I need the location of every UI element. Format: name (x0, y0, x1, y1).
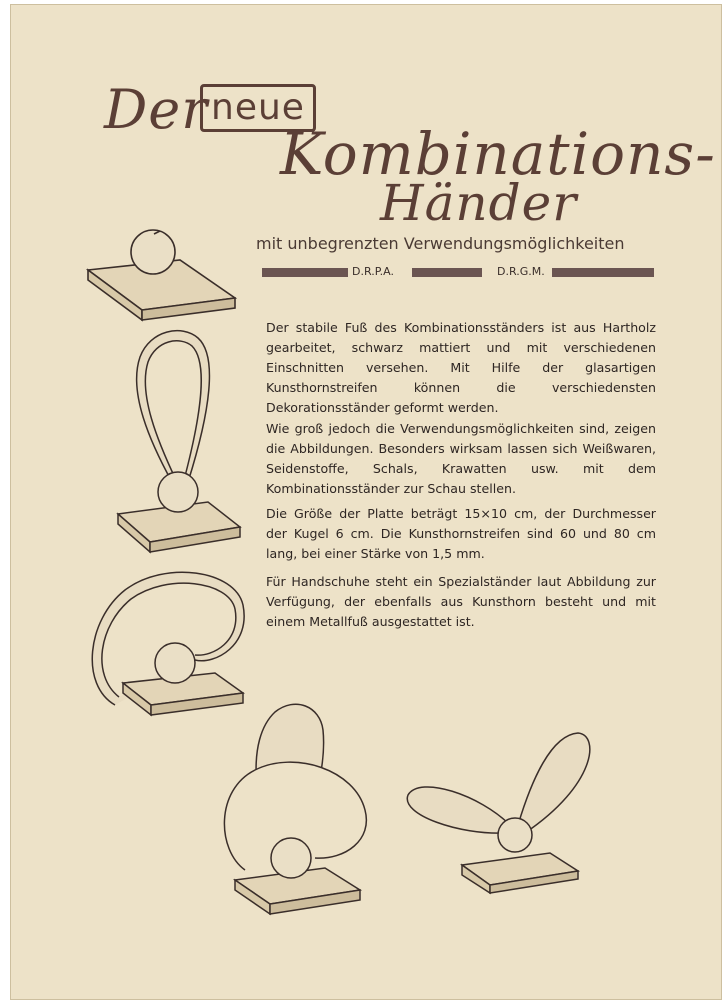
patent-line (262, 265, 654, 281)
stand-illustration-butterfly (400, 725, 600, 895)
stand-illustration-ball-base (80, 220, 240, 330)
title-neue-box: neue (200, 84, 316, 132)
stand-illustration-double-loop (215, 700, 385, 925)
paragraph-base: Der stabile Fuß des Kombinationsständers ist aus Hartholz gearbeitet, schwarz mattiert und mit verschiedenen Einschnitten versehen. Mit Hilfe der glasartigen Kunsthornstreifen können die verschiedensten Dekorationsständer geformt werden. (266, 320, 656, 415)
title-der: Der (104, 78, 209, 141)
paragraph-gloves: Für Handschuhe steht ein Spezialständer laut Abbildung zur Verfügung, der ebenfalls aus Kunsthorn besteht und mit einem Metallfuß ausgestattet ist. (266, 574, 656, 629)
title-haender: Händer (380, 174, 578, 232)
decorative-bar (262, 268, 348, 277)
paragraph-dimensions: Die Größe der Platte beträgt 15×10 cm, der Durchmesser der Kugel 6 cm. Die Kunsthornstreifen sind 60 und 80 cm lang, bei einer Stärke von 1,5 mm. (266, 506, 656, 561)
decorative-bar (552, 268, 654, 277)
patent-drgm: D.R.G.M. (497, 265, 545, 278)
decorative-bar (412, 268, 482, 277)
title-kombinations: Kombinations- (280, 120, 716, 188)
patent-drpa: D.R.P.A. (352, 265, 394, 278)
stand-illustration-vertical-loop (110, 322, 250, 562)
paragraph-uses: Wie groß jedoch die Verwendungsmöglichkeiten sind, zeigen die Abbildungen. Besonders wirksam lassen sich Weißwaren, Seidenstoffe, Schals, Krawatten usw. mit dem Kombinationsständer zur Schau stellen. (266, 421, 656, 496)
subtitle: mit unbegrenzten Verwendungsmöglichkeiten (256, 234, 625, 253)
